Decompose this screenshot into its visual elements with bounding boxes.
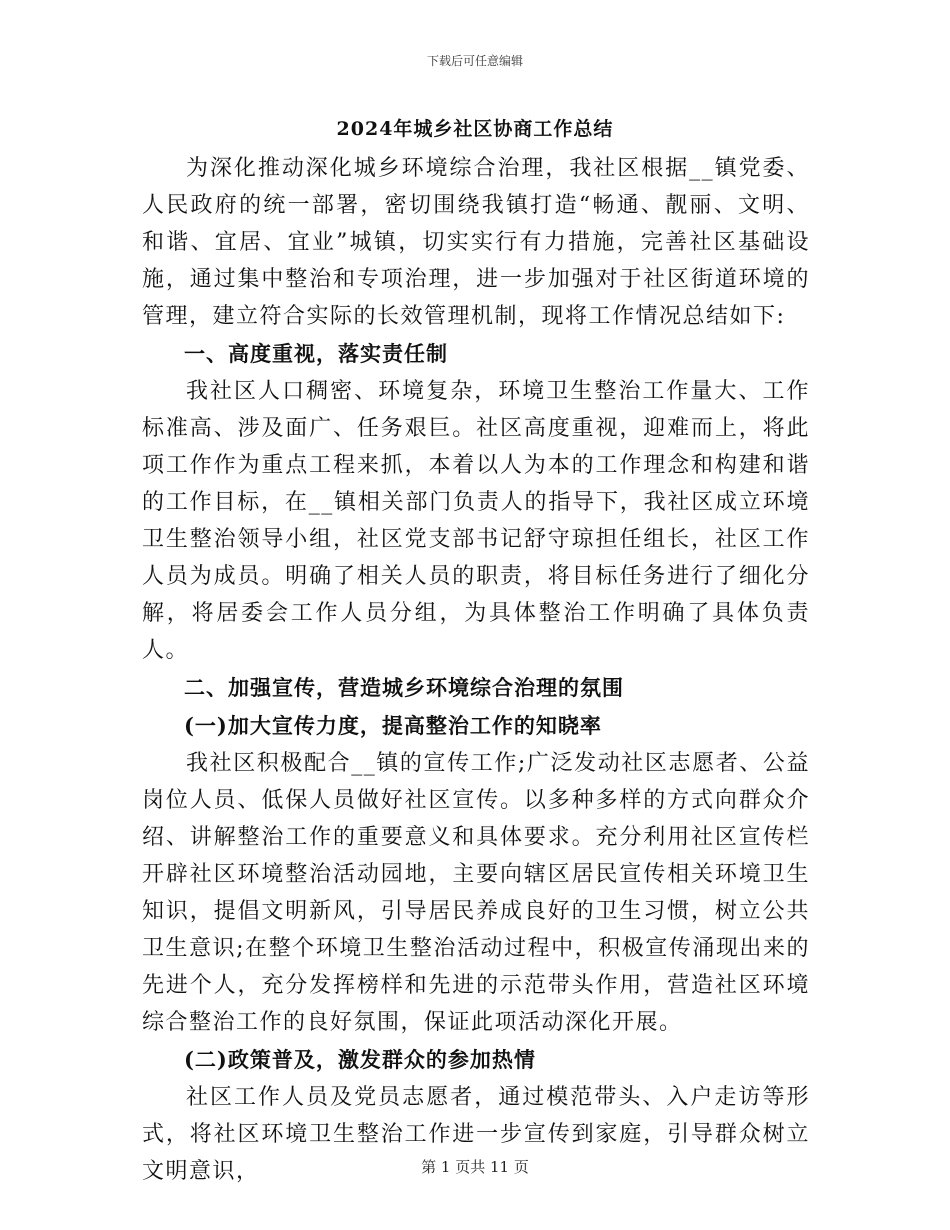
paragraph-subsection-2-2: 社区工作人员及党员志愿者，通过模范带头、入户走访等形式，将社区环境卫生整治工作进一步宣传到家庭，引导群众树立文明意识， <box>142 1085 810 1184</box>
subsection-heading-2-2: (二)政策普及，激发群众的参加热情 <box>184 1047 536 1072</box>
page-header: 下载后可任意编辑 <box>426 54 523 68</box>
paragraph-intro: 为深化推动深化城乡环境综合治理，我社区根据__镇党委、人民政府的统一部署，密切围绕我镇打造“畅通、靓丽、文明、和谐、宜居、宜业”城镇，切实实行有力措施，完善社区基础设施，通过集中整治和专项治理，进一步加强对于社区街道环境的管理，建立符合实际的长效管理机制，现将工作情况总结如下: <box>142 156 810 329</box>
subsection-heading-2-1: (一)加大宣传力度，提高整治工作的知晓率 <box>184 713 602 738</box>
paragraph-subsection-2-1: 我社区积极配合__镇的宣传工作;广泛发动社区志愿者、公益岗位人员、低保人员做好社区宣传。以多种多样的方式向群众介绍、讲解整治工作的重要意义和具体要求。充分利用社区宣传栏开辟社区环境整治活动园地，主要向辖区居民宣传相关环境卫生知识，提倡文明新风，引导居民养成良好的卫生习惯，树立公共卫生意识;在整个环境卫生整治活动过程中，积极宣传涌现出来的先进个人，充分发挥榜样和先进的示范带头作用，营造社区环境综合整治工作的良好氛围，保证此项活动深化开展。 <box>142 751 810 1035</box>
section-heading-2: 二、加强宣传，营造城乡环境综合治理的氛围 <box>184 675 624 700</box>
section-heading-1: 一、高度重视，落实责任制 <box>184 341 448 366</box>
document-title: 2024年城乡社区协商工作总结 <box>336 118 614 140</box>
document-body <box>142 150 810 1190</box>
page-footer: 第 1 页共 11 页 <box>421 1158 529 1176</box>
paragraph-section-1: 我社区人口稠密、环境复杂，环境卫生整治工作量大、工作标准高、涉及面广、任务艰巨。社区高度重视，迎难而上，将此项工作作为重点工程来抓，本着以人为本的工作理念和构建和谐的工作目标，在__镇相关部门负责人的指导下，我社区成立环境卫生整治领导小组，社区党支部书记舒守琼担任组长，社区工作人员为成员。明确了相关人员的职责，将目标任务进行了细化分解，将居委会工作人员分组，为具体整治工作明确了具体负责人。 <box>142 379 810 663</box>
